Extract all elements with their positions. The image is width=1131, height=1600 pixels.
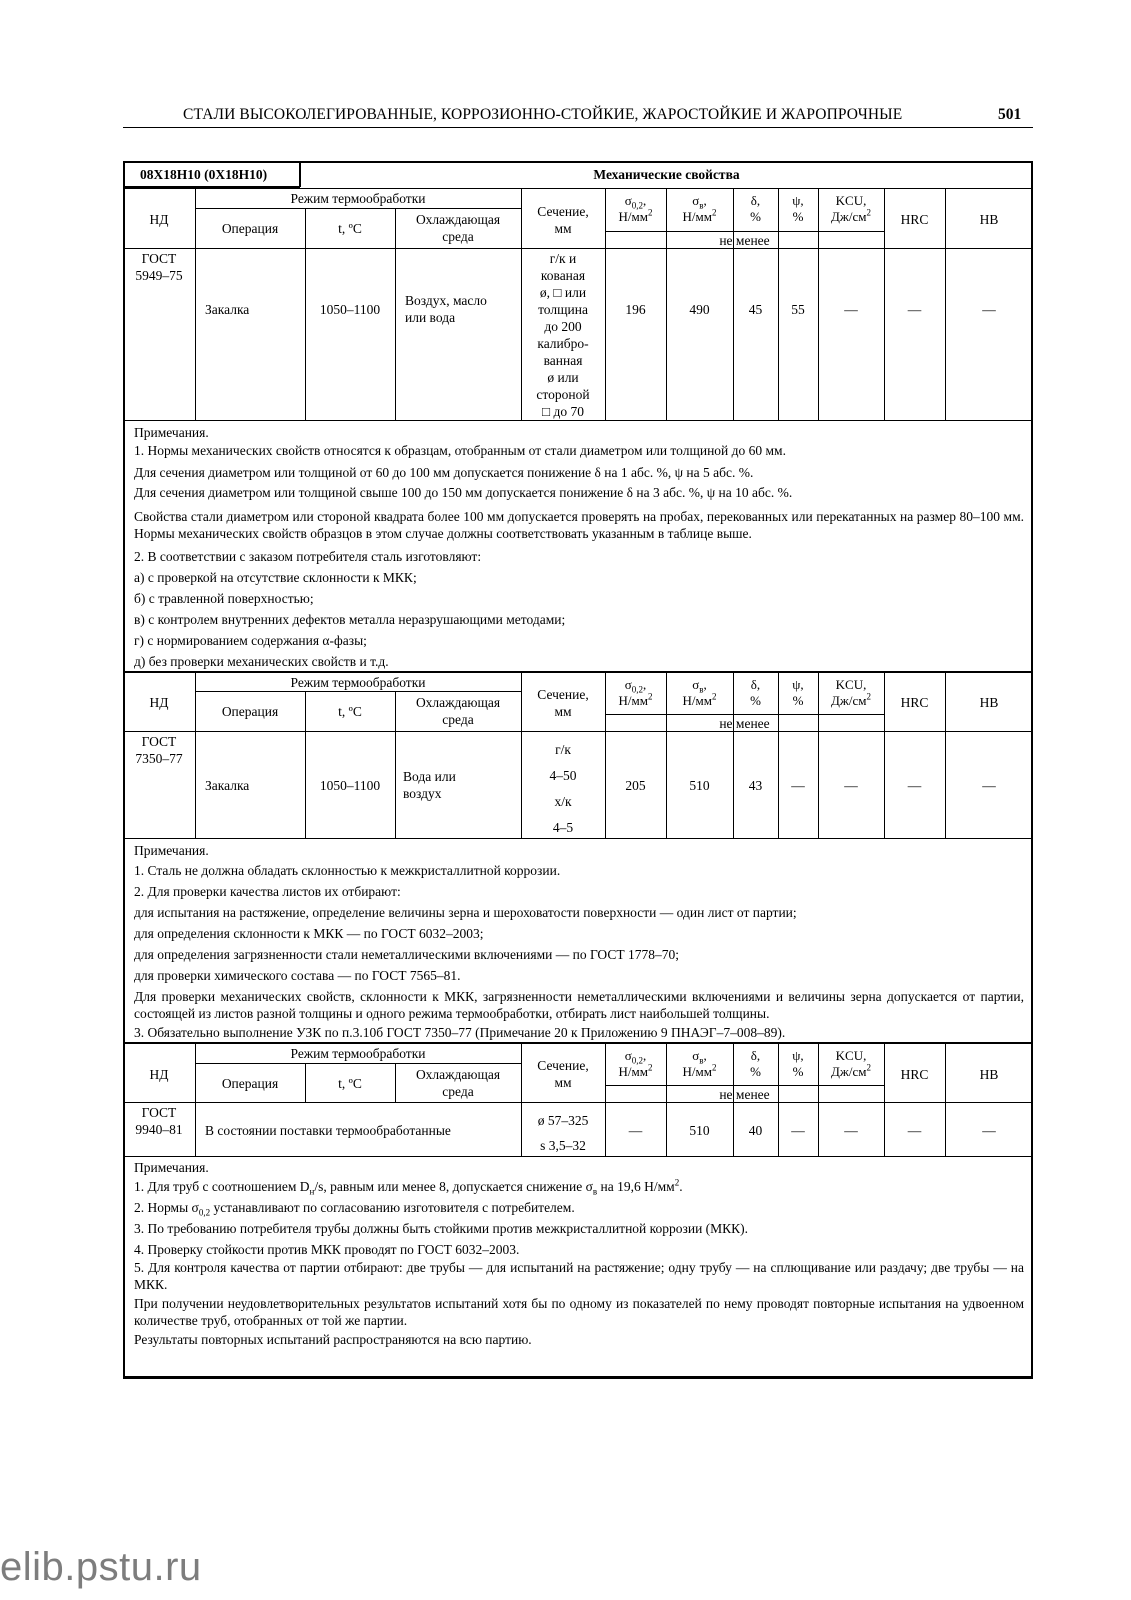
col-cooling: Охлаждающая среда xyxy=(415,695,501,727)
note-line: б) с травленной поверхностью; xyxy=(134,591,314,606)
grid-line xyxy=(123,1102,1033,1103)
col-operation: Операция xyxy=(221,1076,279,1091)
sigma02-value: 205 xyxy=(625,778,646,793)
col-temperature: t, ºC xyxy=(338,221,362,236)
notes-title: Примечания. xyxy=(134,1160,209,1175)
col-kcu: KCU, $Дж/см^2$ xyxy=(831,1048,871,1079)
grid-line xyxy=(195,208,521,209)
col-psi: ψ, % xyxy=(792,677,804,708)
not-less-label: не менее xyxy=(719,233,770,248)
col-cooling: Охлаждающая среда xyxy=(415,1067,501,1099)
col-delta: δ, % xyxy=(750,1048,761,1079)
note-paragraph: При получении неудовлетворительных результатов испытаний хотя бы по одному из показателей по нему проводят повторные испытания на удвоенном количестве труб, отобранных от той же партии. xyxy=(134,1296,1024,1328)
steel-grade: 08Х18Н10 (0Х18Н10) xyxy=(140,167,268,182)
col-mode: Режим термообработки xyxy=(290,191,426,206)
col-hrc: HRC xyxy=(900,1067,929,1082)
col-sigmav: $\sigma_в$, $Н/мм^2$ xyxy=(682,1048,717,1079)
nd-standard: ГОСТ 7350–77 xyxy=(135,734,183,766)
col-sigma02-symbol: $\sigma_{0,2}$, xyxy=(624,193,647,211)
note-line: 1. Для труб с соотношением $D_н/s$, равным или менее 8, допускается снижение $\sigma_в$ на 19,6 $Н/мм^2$. xyxy=(134,1177,683,1197)
col-nd: НД xyxy=(149,212,169,227)
cooling-value: Воздух, масло или вода xyxy=(405,293,487,325)
col-cooling-line1: Охлаждающая xyxy=(415,212,501,227)
col-sigmav xyxy=(666,193,733,225)
grid-line xyxy=(195,1063,521,1064)
col-operation: Операция xyxy=(221,221,279,236)
hrc-value: — xyxy=(907,302,922,317)
notes-title: Примечания. xyxy=(134,843,209,858)
grid-line xyxy=(884,1043,885,1156)
note-line: Результаты повторных испытаний распространяются на всю партию. xyxy=(134,1332,532,1347)
note-line: 1. Сталь не должна обладать склонностью к межкристаллитной коррозии. xyxy=(134,863,561,878)
site-watermark: elib.pstu.ru xyxy=(0,1545,202,1589)
note-line: для определения склонности к МКК — по ГОСТ 6032–2003; xyxy=(134,926,484,941)
hb-value: — xyxy=(982,778,996,793)
sigmav-value: 490 xyxy=(689,302,710,317)
note-line: 3. Обязательно выполнение УЗК по п.3.10б ГОСТ 7350–77 (Примечание 20 к Приложению 9 ПНАЭГ–7–008–89). xyxy=(134,1025,786,1040)
kcu-value: — xyxy=(844,778,858,793)
col-sigmav-unit: $Н/мм^2$ xyxy=(682,207,717,224)
note-line: 2. В соответствии с заказом потребителя сталь изготовляют: xyxy=(134,549,482,564)
col-kcu: KCU, $Дж/см^2$ xyxy=(831,193,871,224)
hb-value: — xyxy=(982,1123,996,1138)
col-sigma02: $\sigma_{0,2}$, $Н/мм^2$ xyxy=(618,677,653,708)
note-line: для проверки химического состава — по ГОСТ 7565–81. xyxy=(134,968,461,983)
note-line: 2. Для проверки качества листов их отбирают: xyxy=(134,884,401,899)
grid-line xyxy=(195,691,521,692)
sigma02-value: — xyxy=(628,1123,643,1138)
note-paragraph: 5. Для контроля качества от партии отбирают: две трубы — для испытаний на растяжение; одну трубу — на сплющивание или раздачу; две трубы — на МКК. xyxy=(134,1260,1024,1292)
col-delta: δ, % xyxy=(750,677,761,708)
col-delta: δ, % xyxy=(750,193,761,224)
hrc-value: — xyxy=(907,1123,922,1138)
note-paragraph: Для проверки механических свойств, склонности к МКК, загрязненности неметаллическими включениями и величины зерна допускается от партии, состоящей из листов разной толщины и одного режима термообработки, отбирать лист наибольшей толщины. xyxy=(134,989,1024,1021)
col-psi: ψ, % xyxy=(792,193,804,224)
table-caption: Механические свойства xyxy=(593,167,740,182)
col-section: Сечение, мм xyxy=(537,1058,589,1090)
sigma02-value: 196 xyxy=(625,302,646,317)
col-section xyxy=(521,203,605,237)
col-nd: НД xyxy=(149,695,169,710)
col-psi: ψ, % xyxy=(792,1048,804,1079)
psi-value: — xyxy=(791,778,805,793)
kcu-value: — xyxy=(844,1123,858,1138)
block-separator xyxy=(123,1042,1033,1044)
hb-value: — xyxy=(982,302,996,317)
col-section: Сечение, мм xyxy=(537,687,589,719)
section-value: г/к и кованая ø, □ или толщина до 200 калибро- ванная ø или стороной □ до 70 xyxy=(536,251,590,419)
grid-line xyxy=(945,1043,946,1156)
delta-value: 40 xyxy=(748,1123,763,1138)
psi-value: — xyxy=(791,1123,805,1138)
col-hb: HB xyxy=(979,1067,999,1082)
col-hb: HB xyxy=(979,212,999,227)
col-hrc: HRC xyxy=(900,695,929,710)
col-mode: Режим термообработки xyxy=(290,1046,426,1061)
note-line: Для сечения диаметром или толщиной от 60 до 100 мм допускается понижение δ на 1 абс. %, ψ на 5 абс. %. xyxy=(134,465,754,480)
operation-value: В состоянии поставки термообработанные xyxy=(205,1123,451,1138)
header-rule xyxy=(123,127,1033,128)
grid-line xyxy=(123,248,1033,249)
col-cooling xyxy=(395,211,521,245)
running-title: СТАЛИ ВЫСОКОЛЕГИРОВАННЫЕ, КОРРОЗИОННО-СТОЙКИЕ, ЖАРОСТОЙКИЕ И ЖАРОПРОЧНЫЕ xyxy=(183,106,903,123)
not-less-label: не менее xyxy=(719,1087,770,1102)
note-line: Для сечения диаметром или толщиной свыше 100 до 150 мм допускается понижение δ на 3 абс. %, ψ на 10 абс. %. xyxy=(134,485,793,500)
grid-line xyxy=(123,420,1033,421)
note-line: в) с контролем внутренних дефектов металла неразрушающими методами; xyxy=(134,612,566,627)
col-mode: Режим термообработки xyxy=(290,675,426,690)
note-line: г) с нормированием содержания α-фазы; xyxy=(134,633,367,648)
not-less-label: не менее xyxy=(719,716,770,731)
section-value: г/к 4–50 х/к 4–5 xyxy=(549,742,577,835)
psi-value: 55 xyxy=(791,302,805,317)
section-value: ø 57–325 s 3,5–32 xyxy=(537,1113,589,1153)
col-hb: HB xyxy=(979,695,999,710)
delta-value: 43 xyxy=(748,778,763,793)
delta-value: 45 xyxy=(748,302,763,317)
note-line: 4. Проверку стойкости против МКК проводят по ГОСТ 6032–2003. xyxy=(134,1242,520,1257)
col-cooling-line2: среда xyxy=(442,229,474,244)
block-separator xyxy=(123,671,1033,673)
note-line: 2. Нормы $\sigma_{0,2}$ устанавливают по согласованию изготовителя с потребителем. xyxy=(134,1200,575,1218)
grid-line xyxy=(123,188,1033,189)
note-line: 3. По требованию потребителя трубы должны быть стойкими против межкристаллитной коррозии (МКК). xyxy=(134,1221,749,1236)
notes-title: Примечания. xyxy=(134,425,209,440)
note-line: для испытания на растяжение, определение величины зерна и шероховатости поверхности — один лист от партии; xyxy=(134,905,797,920)
grid-line xyxy=(123,731,1033,732)
note-paragraph: Свойства стали диаметром или стороной квадрата более 100 мм допускается проверять на пробах, перекованных или перекатанных на размер 80–100 мм. Нормы механических свойств образцов в этом случае должны соответствовать указанным в таблице выше. xyxy=(134,509,1024,541)
cooling-value: Вода или воздух xyxy=(403,769,456,801)
grid-line xyxy=(195,672,196,838)
table-top-border xyxy=(123,161,1033,163)
col-kcu: KCU, $Дж/см^2$ xyxy=(831,677,871,708)
col-sigma02 xyxy=(605,193,666,225)
temperature-value: 1050–1100 xyxy=(319,778,381,793)
col-hrc: HRC xyxy=(900,212,929,227)
nd-standard: ГОСТ 9940–81 xyxy=(135,1105,183,1137)
note-line: для определения загрязненности стали неметаллическими включениями — по ГОСТ 1778–70; xyxy=(134,947,679,962)
temperature-value: 1050–1100 xyxy=(319,302,381,317)
sigmav-value: 510 xyxy=(689,778,710,793)
operation-value: Закалка xyxy=(205,778,250,793)
col-nd: НД xyxy=(149,1067,169,1082)
sigmav-value: 510 xyxy=(689,1123,710,1138)
note-line: 1. Нормы механических свойств относятся к образцам, отобранным от стали диаметром или толщиной до 60 мм. xyxy=(134,443,786,458)
note-line: д) без проверки механических свойств и т.д. xyxy=(134,654,389,669)
col-section-line2: мм xyxy=(554,221,572,236)
operation-value: Закалка xyxy=(205,302,250,317)
col-sigma02-unit: $Н/мм^2$ xyxy=(618,207,653,224)
col-temperature: t, ºC xyxy=(338,1076,362,1091)
col-sigmav-symbol: $\sigma_в$, xyxy=(692,193,707,211)
col-temperature: t, ºC xyxy=(338,704,362,719)
col-sigma02: $\sigma_{0,2}$, $Н/мм^2$ xyxy=(618,1048,653,1079)
nd-standard: ГОСТ 5949–75 xyxy=(135,251,183,283)
kcu-value: — xyxy=(844,302,858,317)
note-line: а) с проверкой на отсутствие склонности к МКК; xyxy=(134,570,417,585)
col-operation: Операция xyxy=(221,704,279,719)
col-sigmav: $\sigma_в$, $Н/мм^2$ xyxy=(682,677,717,708)
col-section-line1: Сечение, xyxy=(537,204,589,219)
page-number: 501 xyxy=(998,106,1022,123)
hrc-value: — xyxy=(907,778,922,793)
